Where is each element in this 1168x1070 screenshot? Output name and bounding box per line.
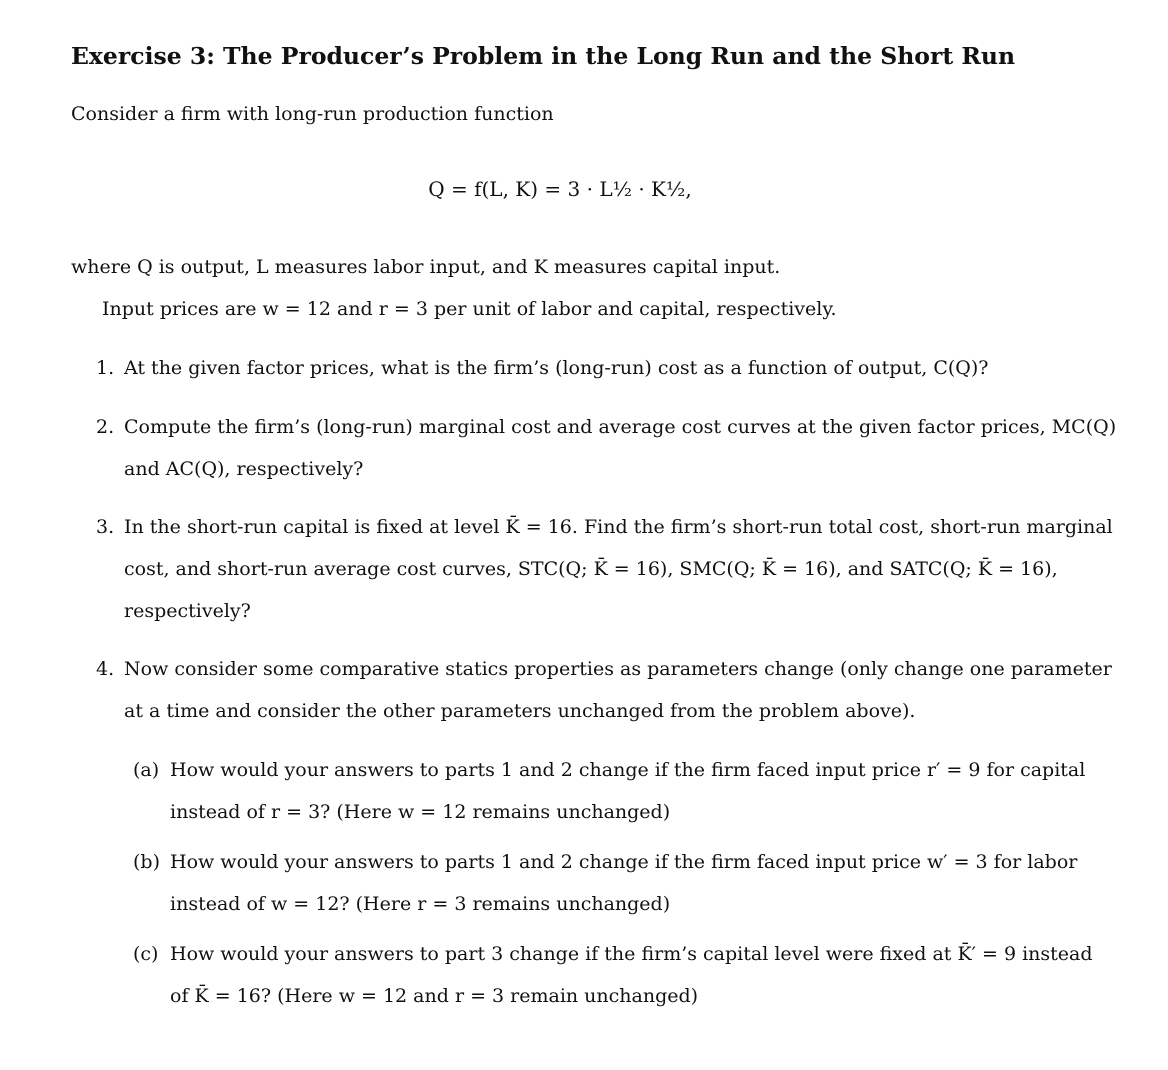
item-2-line: and AC(Q), respectively? xyxy=(124,458,364,480)
subitem-label: (c) xyxy=(133,943,159,965)
item-number: 2. xyxy=(96,416,115,438)
subitem-label: (b) xyxy=(133,851,160,873)
subitem-c-line: of K̄ = 16? (Here w = 12 and r = 3 remain unchanged) xyxy=(170,985,699,1007)
subitem-b-line: How would your answers to parts 1 and 2 change if the firm faced input price w′ = 3 for labor xyxy=(170,851,1078,873)
exercise-title: Exercise 3: The Producer’s Problem in the Long Run and the Short Run xyxy=(71,42,1016,70)
variable-definitions: where Q is output, L measures labor input, and K measures capital input. xyxy=(71,256,781,278)
item-4-line: Now consider some comparative statics properties as parameters change (only change one parameter xyxy=(124,658,1112,680)
intro-text: Consider a firm with long-run production function xyxy=(71,103,554,125)
input-prices-text: Input prices are w = 12 and r = 3 per unit of labor and capital, respectively. xyxy=(102,298,837,320)
item-number: 4. xyxy=(96,658,115,680)
item-1-line: At the given factor prices, what is the firm’s (long-run) cost as a function of output, C(Q)? xyxy=(124,357,989,379)
subitem-a-line: instead of r = 3? (Here w = 12 remains unchanged) xyxy=(170,801,671,823)
item-4-line: at a time and consider the other parameters unchanged from the problem above). xyxy=(124,700,916,722)
subitem-a-line: How would your answers to parts 1 and 2 change if the firm faced input price r′ = 9 for capital xyxy=(170,759,1086,781)
subitem-label: (a) xyxy=(133,759,160,781)
subitem-b-line: instead of w = 12? (Here r = 3 remains unchanged) xyxy=(170,893,671,915)
item-2-line: Compute the firm’s (long-run) marginal cost and average cost curves at the given factor prices, MC(Q) xyxy=(124,416,1117,438)
subitem-c-line: How would your answers to part 3 change if the firm’s capital level were fixed at K̄′ = 9 instead xyxy=(170,943,1093,965)
item-number: 3. xyxy=(96,516,115,538)
item-3-line: cost, and short-run average cost curves, STC(Q; K̄ = 16), SMC(Q; K̄ = 16), and SATC(Q; K̄ = 16), xyxy=(124,558,1058,580)
production-function-equation: Q = f(L, K) = 3 · L½ · K½, xyxy=(428,177,692,201)
item-3-line: respectively? xyxy=(124,600,251,622)
item-number: 1. xyxy=(96,357,115,379)
item-3-line: In the short-run capital is fixed at level K̄ = 16. Find the firm’s short-run total cost, short-run marginal xyxy=(124,516,1113,538)
